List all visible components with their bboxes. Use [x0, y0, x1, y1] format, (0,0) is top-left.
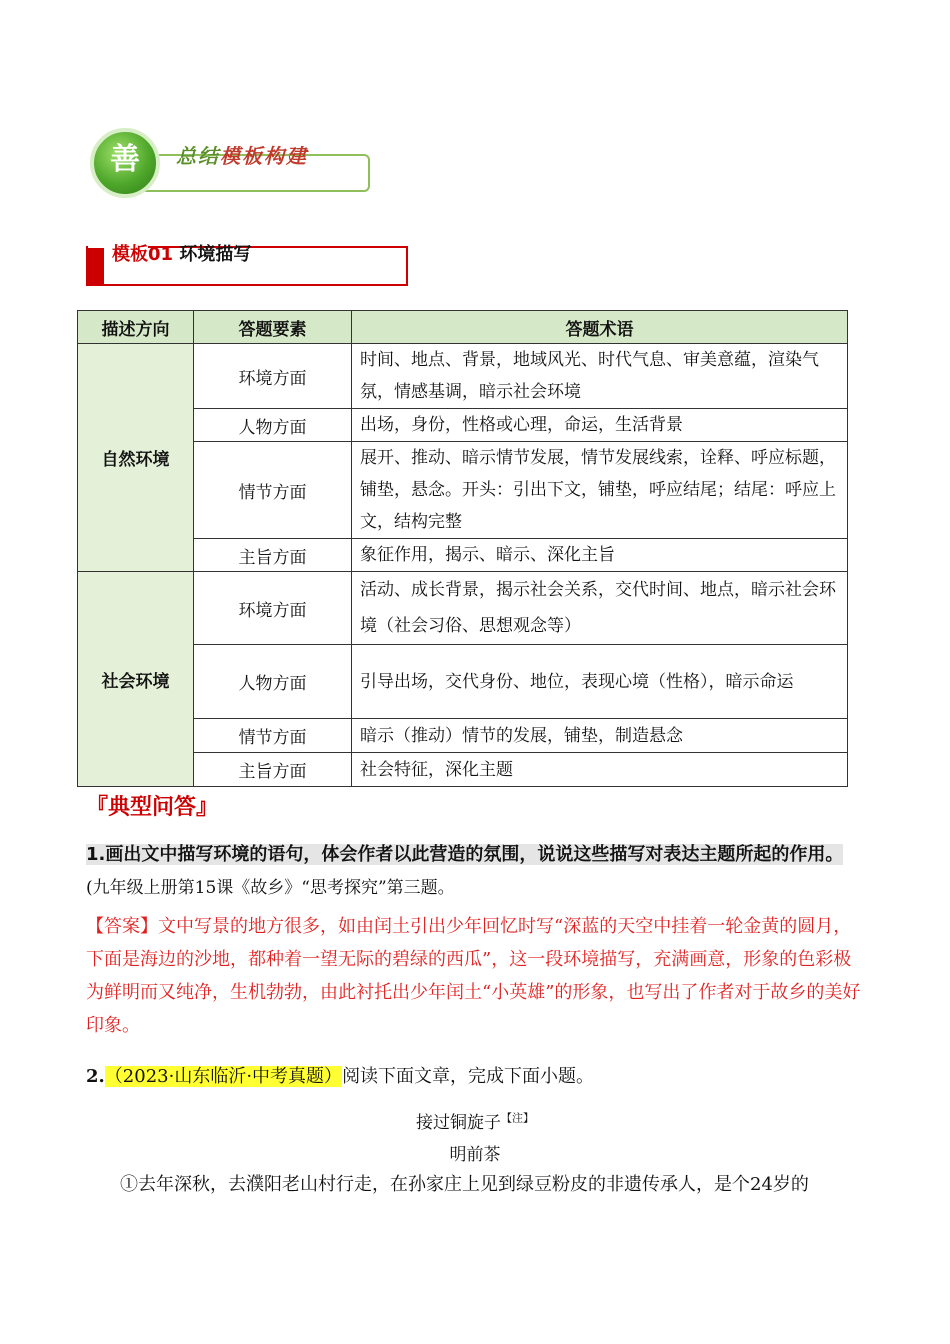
article-title: 接过铜旋子$^{【注】}$	[416, 1111, 534, 1133]
table-row	[78, 645, 848, 719]
question-2	[86, 1060, 861, 1093]
aspect-cell: 环境方面	[194, 572, 352, 645]
terms-cell: 象征作用，揭示、暗示、深化主旨	[352, 539, 848, 572]
question-2-source-tag: （2023·山东临沂·中考真题）	[104, 1066, 343, 1087]
terms-cell: 出场，身份，性格或心理，命运，生活背景	[352, 409, 848, 442]
table-row	[78, 753, 848, 787]
template-table	[77, 310, 848, 787]
table-row	[78, 409, 848, 442]
question-2-text: 阅读下面文章，完成下面小题。	[342, 1066, 595, 1087]
template-number: 模板01	[112, 244, 174, 265]
category-social: 社会环境	[78, 572, 194, 787]
category-natural: 自然环境	[78, 344, 194, 572]
table-row	[78, 539, 848, 572]
question-2-number: 2.	[86, 1066, 105, 1087]
question-1	[86, 838, 861, 905]
aspect-cell: 情节方面	[194, 442, 352, 539]
terms-cell: 社会特征，深化主题	[352, 753, 848, 787]
banner-badge	[90, 128, 160, 198]
section-title: 『典型问答』	[86, 794, 219, 820]
banner-glyph: 善	[110, 142, 140, 177]
article-paragraph: ①去年深秋，去濮阳老山村行走，在孙家庄上见到绿豆粉皮的非遗传承人，是个24岁的	[120, 1174, 809, 1195]
table-row	[78, 442, 848, 539]
aspect-cell: 主旨方面	[194, 539, 352, 572]
terms-cell: 活动、成长背景，揭示社会关系，交代时间、地点，暗示社会环境（社会习俗、思想观念等）	[352, 572, 848, 645]
terms-cell: 引导出场，交代身份、地位，表现心境（性格），暗示命运	[352, 645, 848, 719]
terms-cell: 展开、推动、暗示情节发展，情节发展线索，诠释、呼应标题，铺垫，悬念。开头：引出下文，铺垫，呼应结尾；结尾：呼应上文，结构完整	[352, 442, 848, 539]
template-title: 环境描写	[179, 244, 252, 265]
banner-title: 总结模板构建	[176, 144, 308, 168]
question-1-source: (九年级上册第15课《故乡》“思考探究”第三题。	[86, 878, 455, 898]
section-banner	[90, 128, 380, 198]
article-author: 明前茶	[449, 1145, 501, 1165]
answer-1: 【答案】文中写景的地方很多，如由闰土引出少年回忆时写“深蓝的天空中挂着一轮金黄的圆月，下面是海边的沙地，都种着一望无际的碧绿的西瓜”，这一段环境描写，充满画意，形象的色彩极为鲜明而又纯净，生机勃勃，由此衬托出少年闰土“小英雄”的形象，也写出了作者对于故乡的美好印象。	[86, 916, 861, 1036]
header-elements: 答题要素	[194, 311, 352, 344]
terms-cell: 暗示（推动）情节的发展，铺垫，制造悬念	[352, 719, 848, 753]
header-direction: 描述方向	[78, 311, 194, 344]
aspect-cell: 人物方面	[194, 645, 352, 719]
aspect-cell: 环境方面	[194, 344, 352, 409]
table-header-row	[78, 311, 848, 344]
template-marker	[86, 246, 104, 286]
aspect-cell: 情节方面	[194, 719, 352, 753]
table-row	[78, 572, 848, 645]
article-note: 【注】	[501, 1111, 534, 1125]
terms-cell: 时间、地点、背景，地域风光、时代气息、审美意蕴，渲染气氛，情感基调，暗示社会环境	[352, 344, 848, 409]
aspect-cell: 人物方面	[194, 409, 352, 442]
template-heading	[112, 240, 251, 266]
question-1-text: 1.画出文中描写环境的语句，体会作者以此营造的氛围，说说这些描写对表达主题所起的作用。	[86, 844, 844, 865]
table-row	[78, 344, 848, 409]
header-terms: 答题术语	[352, 311, 848, 344]
aspect-cell: 主旨方面	[194, 753, 352, 787]
table-row	[78, 719, 848, 753]
